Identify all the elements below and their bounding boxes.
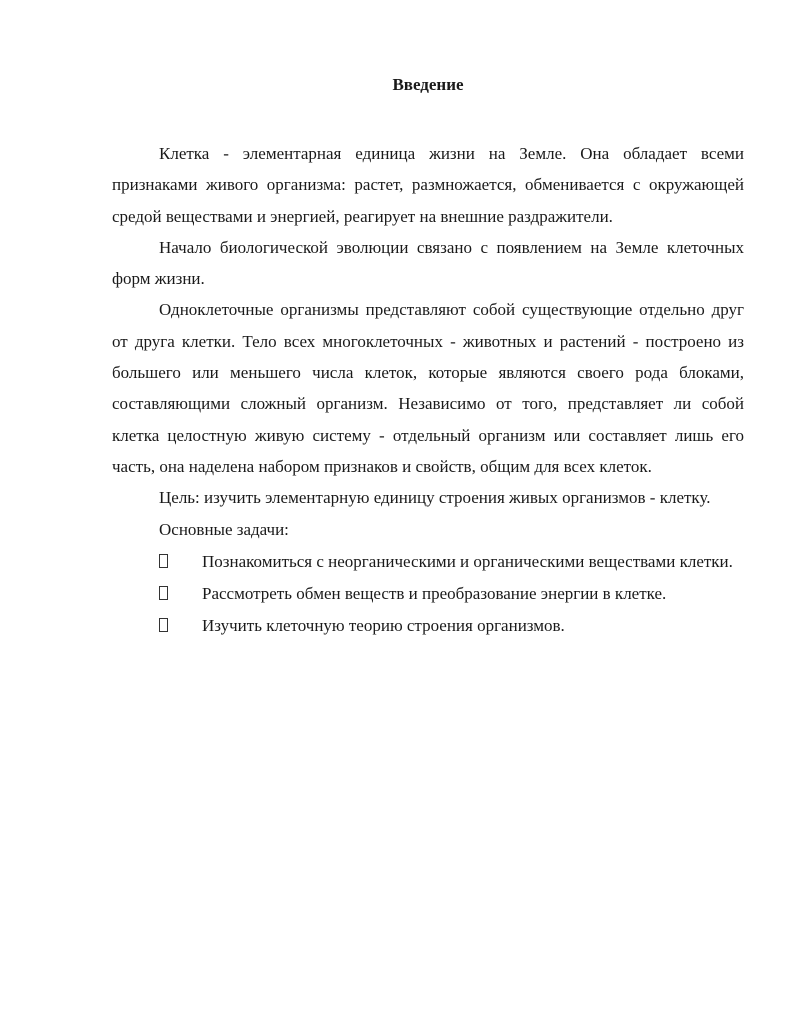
task-text: Изучить клеточную теорию строения организмов. bbox=[202, 616, 565, 636]
bullet-icon bbox=[159, 554, 168, 568]
page-title: Введение bbox=[392, 75, 464, 94]
bullet-icon bbox=[159, 618, 168, 632]
paragraph-intro: Клетка - элементарная единица жизни на Земле. Она обладает всеми признаками живого организма: растет, размножается, обменивается с окружающей средой веществами и энергией, реагирует на внешние раздражители. bbox=[112, 144, 744, 226]
task-item bbox=[112, 578, 744, 609]
paragraph-organisms: Одноклеточные организмы представляют собой существующие отдельно друг от друга клетки. Тело всех многоклеточных - животных и растений - построено из большего или меньшего числа клеток, которые являются своего рода блоками, составляющими сложный организм. Независимо от того, представляет ли собой клетка целостную живую систему - отдельный организм или составляет лишь его часть, она наделена набором признаков и свойств, общим для всех клеток. bbox=[112, 300, 744, 476]
tasks-heading: Основные задачи: bbox=[159, 519, 289, 539]
document-body bbox=[112, 138, 744, 642]
task-text: Познакомиться с неорганическими и органическими веществами клетки. bbox=[202, 551, 733, 571]
task-text: Рассмотреть обмен веществ и преобразование энергии в клетке. bbox=[202, 584, 667, 604]
task-item bbox=[112, 546, 744, 577]
task-item bbox=[112, 610, 744, 641]
paragraph-goal: Цель: изучить элементарную единицу строения живых организмов - клетку. bbox=[159, 488, 711, 508]
paragraph-evolution: Начало биологической эволюции связано с появлением на Земле клеточных форм жизни. bbox=[112, 237, 744, 289]
bullet-icon bbox=[159, 586, 168, 600]
